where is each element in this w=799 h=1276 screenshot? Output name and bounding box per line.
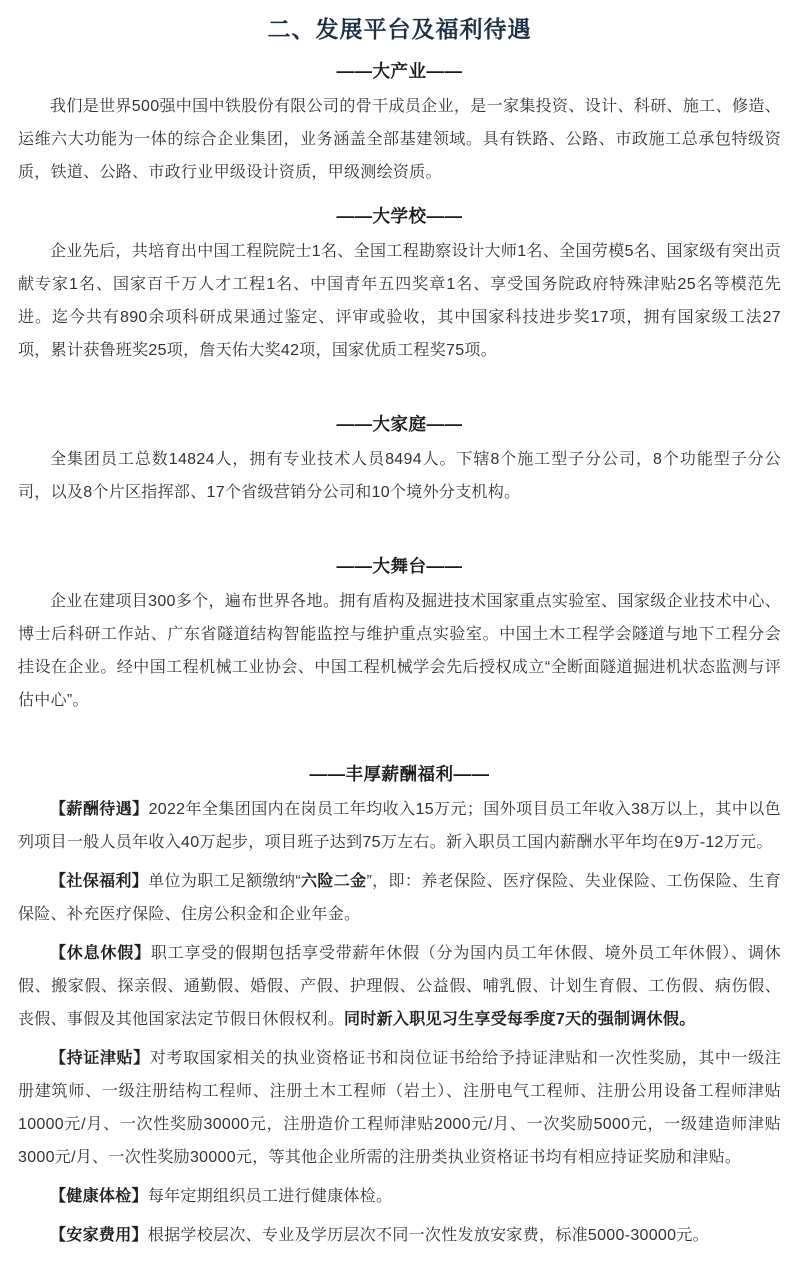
benefit-text-social-insurance-post: ”，即：养老保险、医疗保险、失业保险、工伤保险、生育保险、补充医疗保险、住房公积金和企业年金。 (18, 873, 781, 923)
benefit-item-social-insurance (18, 865, 781, 931)
section-heading-industry: ——大产业—— (336, 61, 463, 81)
benefit-item-salary (18, 793, 781, 859)
benefit-label-certificate-allowance: 【持证津贴】 (50, 1050, 150, 1067)
paragraph-stage: 企业在建项目300多个，遍布世界各地。拥有盾构及掘进技术国家重点实验室、国家级企业技术中心、博士后科研工作站、广东省隧道结构智能监控与维护重点实验室。中国土木工程学会隧道与地下工程分会挂设在企业。经中国工程机械工业协会、中国工程机械学会先后授权成立“全断面隧道掘进机状态监测与评估中心”。 (18, 593, 781, 709)
section-heading-family: ——大家庭—— (336, 414, 463, 434)
benefit-text-social-insurance-bold: 六险二金 (300, 873, 367, 890)
benefit-item-leave (18, 937, 781, 1036)
benefit-item-certificate-allowance (18, 1042, 781, 1174)
paragraph-school: 企业先后，共培育出中国工程院院士1名、全国工程勘察设计大师1名、全国劳模5名、国家级有突出贡献专家1名、国家百千万人才工程1名、中国青年五四奖章1名、享受国务院政府特殊津贴25名等模范先进。迄今共有890余项科研成果通过鉴定、评审或验收，其中国家科技进步奖17项，拥有国家级工法27项，累计获鲁班奖25项，詹天佑大奖42项，国家优质工程奖75项。 (18, 243, 781, 359)
benefit-text-social-insurance-pre: 单位为职工足额缴纳“ (148, 873, 301, 890)
paragraph-industry: 我们是世界500强中国中铁股份有限公司的骨干成员企业，是一家集投资、设计、科研、施工、修造、运维六大功能为一体的综合企业集团，业务涵盖全部基建领域。具有铁路、公路、市政施工总承包特级资质，铁道、公路、市政行业甲级设计资质，甲级测绘资质。 (18, 98, 781, 181)
benefit-text-leave-bold-tail: 同时新入职见习生享受每季度7天的强制调休假。 (344, 1011, 696, 1028)
section-heading-benefits: ——丰厚薪酬福利—— (309, 764, 490, 784)
benefit-label-social-insurance: 【社保福利】 (50, 873, 149, 890)
benefit-item-settling-fee (18, 1219, 781, 1252)
benefit-text-certificate-allowance: 对考取国家相关的执业资格证书和岗位证书给给予持证津贴和一次性奖励，其中一级注册建筑师、一级注册结构工程师、注册土木工程师（岩土）、注册电气工程师、注册公用设备工程师津贴10000元/月、一次性奖励30000元，注册造价工程师津贴2000元/月、一次奖励5000元，一级建造师津贴3000元/月、一次性奖励30000元，等其他企业所需的注册类执业资格证书均有相应持证奖励和津贴。 (18, 1050, 781, 1166)
benefit-text-salary: 2022年全集团国内在岗员工年均收入15万元；国外项目员工年收入38万以上，其中以色列项目一般人员年收入40万起步，项目班子达到75万左右。新入职员工国内薪酬水平年均在9万-12万元。 (18, 801, 781, 851)
benefit-label-settling-fee: 【安家费用】 (50, 1227, 148, 1244)
section-heading-school: ——大学校—— (336, 206, 463, 226)
page-title: 二、发展平台及福利待遇 (267, 16, 532, 42)
benefit-text-settling-fee: 根据学校层次、专业及学历层次不同一次性发放安家费，标准5000-30000元。 (147, 1227, 709, 1244)
section-heading-stage: ——大舞台—— (336, 556, 463, 576)
benefit-label-salary: 【薪酬待遇】 (50, 801, 149, 818)
benefit-item-health-check (18, 1180, 781, 1213)
benefit-text-leave: 职工享受的假期包括享受带薪年休假（分为国内员工年休假、境外员工年休假）、调休假、搬家假、探亲假、通勤假、婚假、产假、护理假、公益假、哺乳假、计划生育假、工伤假、病伤假、丧假、事假及其他国家法定节假日休假权利。 (18, 945, 781, 1028)
benefit-label-health-check: 【健康体检】 (50, 1188, 148, 1205)
paragraph-family: 全集团员工总数14824人，拥有专业技术人员8494人。下辖8个施工型子分公司，8个功能型子分公司，以及8个片区指挥部、17个省级营销分公司和10个境外分支机构。 (18, 451, 781, 501)
benefit-text-health-check: 每年定期组织员工进行健康体检。 (147, 1188, 393, 1205)
benefit-label-leave: 【休息休假】 (50, 945, 151, 962)
